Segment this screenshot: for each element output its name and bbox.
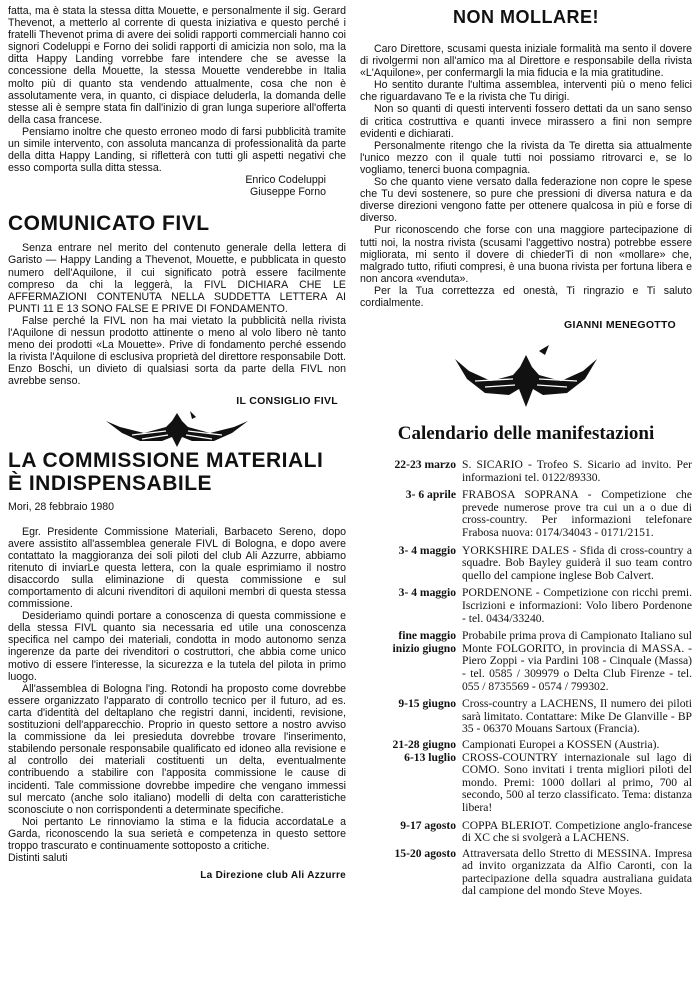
- calendar-date: 3- 6 aprile: [405, 488, 456, 502]
- commissione-paragraph-4: Noi pertanto Le rinnoviamo la stima e la fiducia accordataLe a Garda, riconoscendo la sua serietà e competenza in questo settore troppo trascurato e continuamente sottoposto a critiche.: [8, 815, 346, 852]
- commissione-dateline: Mori, 28 febbraio 1980: [8, 501, 115, 514]
- commissione-title-line2: È INDISPENSABILE: [8, 472, 213, 496]
- calendar-date: 3- 4 maggio: [398, 586, 456, 600]
- right-column: [360, 0, 692, 898]
- calendar-text: FRABOSA SOPRANA - Competizione che prevede numerose prove tra cui un a o due di cross-country. Per informazioni telefonare Frabosa nuova: 0174/34043 - 0171/2151.: [462, 488, 692, 540]
- calendar-entry: [360, 587, 692, 625]
- calendar-date: 9-15 giugno: [398, 697, 456, 711]
- nonmollare-signature: GIANNI MENEGOTTO: [564, 319, 676, 332]
- calendar-text: Attraversata dello Stretto di MESSINA. Impresa ad invito organizzata da Alfio Caronti, con la partecipazione della squadra australiana guidata dal campione del mondo Steve Moyes.: [462, 846, 692, 898]
- nonmollare-paragraph-5: So che quanto viene versato dalla federazione non copre le spese che Tu devi sostenere, so pure che pressioni di diversa natura e da diverse direzioni vengono fatte per ottenere qualcosa in più e forse di diverso.: [360, 176, 692, 225]
- calendar-date: inizio giugno: [392, 641, 456, 655]
- calendar-entry: [360, 698, 692, 736]
- calendar-entry: [360, 545, 692, 583]
- signature-codeluppi: Enrico Codeluppi: [245, 174, 326, 187]
- calendar-date: 3- 4 maggio: [398, 543, 456, 557]
- calendar-text: COPPA BLERIOT. Competizione anglo-francese di XC che si svolgerà a LACHENS.: [462, 818, 692, 845]
- commissione-paragraph-1: Egr. Presidente Commissione Materiali, Barbaceto Sereno, dopo avere assistito all'assemblea generale FIVL di Bologna, e dopo avere contattato la maggioranza dei soli piloti del club Ali Azzurre, abbiamo ritenuto di inviarLe questa lettera, con la quale esprimiamo il nostro disaccordo sulla eliminazione di questa commissione e sul comportamento di alcuni rivenditori di aquiloni membri di questa stessa commissione.: [8, 525, 346, 611]
- calendar-date: 21-28 giugno: [392, 737, 456, 751]
- eagle-emblem-icon: [451, 341, 601, 413]
- calendar-entry: [360, 752, 692, 815]
- comunicato-paragraph-1: Senza entrare nel merito del contenuto generale della lettera di Garisto — Happy Landing a Thevenot, Mouette, e pubblicata in questo numero dell'Aquilone, il cui significato potrà essere facilmente compreso da chi la leggerà, la FIVL DICHIARA CHE LE AFFERMAZIONI CONTENUTA NELLA SUDDETTA LETTERA AI PUNTI 11 E 13 SONO FALSE E PRIVE DI FONDAMENTO.: [8, 242, 346, 315]
- calendar-entry: [360, 630, 692, 693]
- calendar-date: 9-17 agosto: [400, 818, 456, 832]
- intro-paragraph-2: Pensiamo inoltre che questo erroneo modo di farsi pubblicità tramite un simile intervento, con assoluta mancanza di professionalità da parte della ditta Happy Landing, si rifletterà con tutti gli aspetti negativi che esso comporta sulla ditta stessa.: [8, 125, 346, 175]
- calendar-text: S. SICARIO - Trofeo S. Sicario ad invito. Per informazioni tel. 0122/89330.: [462, 458, 692, 484]
- calendar-date: 15-20 agosto: [394, 846, 456, 860]
- calendar-text: Campionati Europei a KOSSEN (Austria).: [462, 737, 660, 751]
- nonmollare-paragraph-4: Personalmente ritengo che la rivista da Te diretta sia attualmente l'unico mezzo con il quale tutti noi possiamo ritrovarci e, se lo vogliamo, tenerci buona compagnia.: [360, 139, 692, 176]
- eagle-emblem-icon: [102, 407, 252, 449]
- nonmollare-title: NON MOLLARE!: [453, 7, 599, 27]
- commissione-paragraph-3: All'assemblea di Bologna l'ing. Rotondi ha proposto come dovrebbe essere organizzato l'apparato di controllo tecnico per il futuro, ad es. carta d'identità del deltaplano che registri danni, incidenti, revisione, sostituzioni dell'apparecchio. Proprio in questo settore a nostro avviso la commissione da lei presieduta dovrebbe trovare l'inserimento, stabilendo personale responsabile qualificato ed idoneo alla revisione e al controllo dei materiali costituenti un delta, eventualmente contribuendo a stabilire con l'apposita commissione le cause di incidenti. Tale commissione dovrebbe impedire che vengano immessi sul mercato (anche solo italiano) modelli di delta con caratteristiche sconosciute o non corrispondenti a determinate specifiche.: [8, 682, 346, 816]
- commissione-title-line1: LA COMMISSIONE MATERIALI: [8, 449, 324, 473]
- calendar-entry: [360, 489, 692, 539]
- commissione-closing: Distinti saluti: [8, 852, 68, 865]
- calendar-entry: [360, 820, 692, 845]
- comunicato-signature: IL CONSIGLIO FIVL: [236, 395, 338, 408]
- commissione-paragraph-2: Desideriamo quindi portare a conoscenza di questa commissione e della stessa FIVL quanto sia necessaria ed utile una conoscenza specifica nel campo dei materiali, condotta in modo autonomo senza ingerenze da parte dei rivenditori o costruttori, che abbia come unico motivo di essere l'interesse, la sicurezza e la tutela del pilota in primo luogo.: [8, 610, 346, 683]
- nonmollare-paragraph-6: Pur riconoscendo che forse con una maggiore partecipazione di tutti noi, la nostra rivista (scusami l'aggettivo nostra) potrebbe essere migliorata, mi sento il dovere di chiederTi di non «mollare» che, malgrado tutto, rifiuti compresi, è una buona rivista per fortuna libera e non ancora «venduta».: [360, 224, 692, 285]
- signature-forno: Giuseppe Forno: [250, 186, 326, 199]
- comunicato-paragraph-2: False perché la FIVL non ha mai vietato la pubblicità nella rivista l'Aquilone di nessun prodotto attinente o meno al volo libero nè tanto meno dei prodotti «La Mouette». Prive di fondamento perché essendo la rivista l'Aquilone di esclusiva proprietà del direttore responsabile Dott. Enzo Boschi, un divieto di qualsiasi sorta da parte della FIVL non avrebbe senso.: [8, 314, 346, 388]
- calendar-text: PORDENONE - Competizione con ricchi premi. Iscrizioni e informazioni: Volo libero Pordenone - tel. 0434/33240.: [462, 586, 692, 625]
- calendar-entry: [360, 459, 692, 484]
- commissione-signature: La Direzione club Ali Azzurre: [200, 870, 346, 882]
- calendar-text: Cross-country a LACHENS, Il numero dei piloti sarà limitato. Contattare: Mike De Glanville - BP 35 - 06370 Mouans Sartoux (Francia).: [462, 697, 692, 736]
- calendar-text: YORKSHIRE DALES - Sfida di cross-country a squadre. Bob Bayley guiderà il suo team contro quello del campione inglese Bob Calvert.: [462, 543, 692, 582]
- calendar-text: CROSS-COUNTRY internazionale sul lago di COMO. Sono invitati i trenta migliori piloti del mondo. Premi: 1000 dollari al primo, 700 al secondo, 500 al terzo classificato. Tema: distanza libera!: [462, 750, 692, 814]
- calendar-date: 6-13 luglio: [404, 750, 456, 764]
- calendar-entry: [360, 739, 692, 752]
- calendar-entry: [360, 848, 692, 898]
- nonmollare-paragraph-3: Non so quanti di questi interventi fossero dettati da un sano senso di critica costruttiva e quanti invece mirassero a fini non sempre evidenti e dichiarati.: [360, 103, 692, 140]
- calendario-title: Calendario delle manifestazioni: [397, 423, 655, 445]
- nonmollare-paragraph-2: Ho sentito durante l'ultima assemblea, interventi più o meno felici che riguardavano Te e la rivista che Tu dirigi.: [360, 79, 692, 104]
- intro-paragraph-1: fatta, ma è stata la stessa ditta Mouette, e personalmente il sig. Gerard Thevenot, a metterlo al corrente di questa iniziativa e questo perché i fratelli Thevenot prima di avere dei solidi rapporti commerciali hanno coi signori Codeluppi e Forno dei solidi rapporti di amicizia non solo, ma la ditta Happy Landing vorrebbe fare intendere che se avesse la concessione della Mouette, la stessa Mouette venderebbe in Italia molto più di quanto sta vendendo attualmente, cosa che non è assolutamente vera, in quanto, ci dispiace deluderla, la domanda delle stesse ali è sempre stata fin dall'inizio di gran lunga superiore all'offerta della casa francese.: [8, 5, 346, 126]
- calendar-text: Probabile prima prova di Campionato Italiano sul Monte FOLGORITO, in provincia di MASSA. - Piero Zoppi - via Pardini 108 - Cinquale (Massa) - tel. 0585 / 309979 o Delta Club Firenze - tel. 055 / 8735569 - 0574 / 799302.: [462, 629, 692, 693]
- calendar-date: 22-23 marzo: [394, 458, 456, 472]
- comunicato-title: COMUNICATO FIVL: [8, 212, 210, 236]
- calendar-date: fine maggio: [398, 629, 456, 643]
- left-column: [8, 0, 346, 881]
- nonmollare-paragraph-1: Caro Direttore, scusami questa iniziale formalità ma sento il dovere di rivolgermi non all'amico ma al Direttore e responsabile della rivista «L'Aquilone», per confermargli la mia fiducia e la mia gratitudine.: [360, 43, 692, 80]
- nonmollare-paragraph-7: Per la Tua correttezza ed onestà, Ti ringrazio e Ti saluto cordialmente.: [360, 284, 692, 309]
